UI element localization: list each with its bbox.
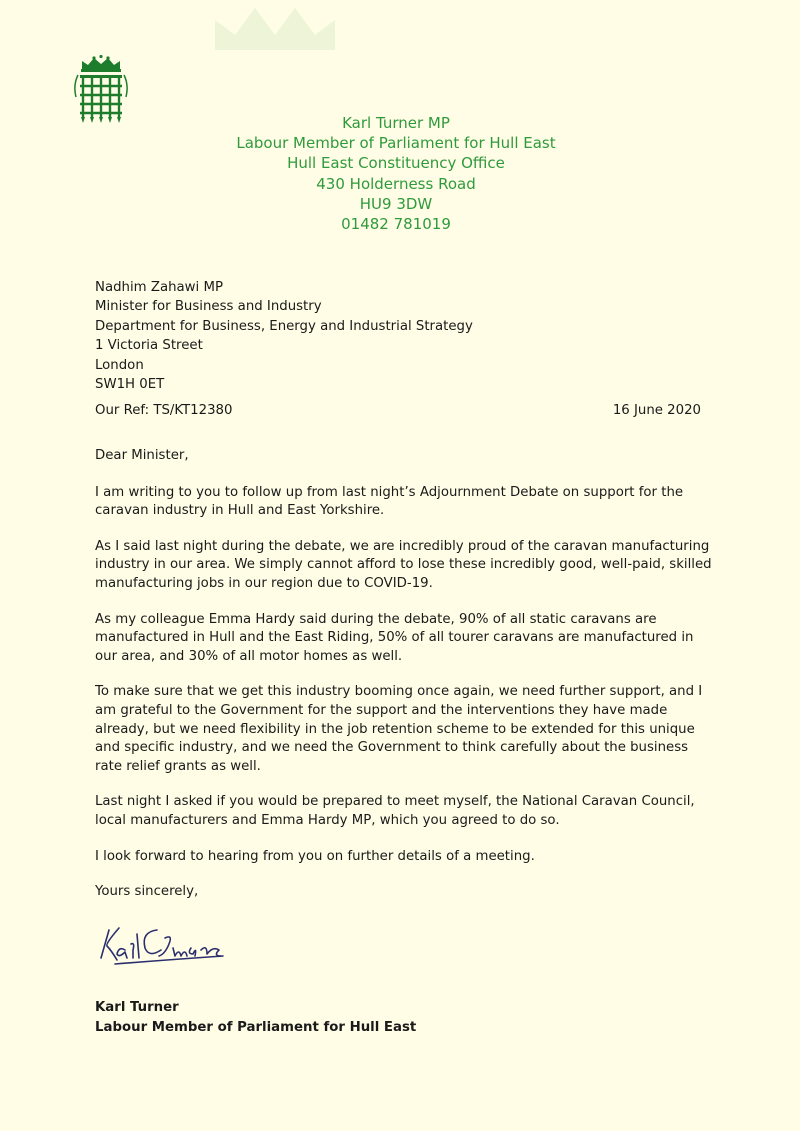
- recipient-street: 1 Victoria Street: [95, 338, 203, 354]
- paragraph-4: To make sure that we get this industry booming once again, we need further support, and I am grateful to the Government for the support and the interventions they have made already, but we need flexibility in the job retention scheme to be extended for this unique and specific industry, and we need the Government to think carefully about the business rate relief grants as well.: [95, 684, 703, 774]
- sender-street: 430 Holderness Road: [316, 174, 476, 193]
- signatory-name: Karl Turner: [95, 1000, 179, 1015]
- salutation: Dear Minister,: [95, 448, 189, 463]
- paragraph-6: I look forward to hearing from you on further details of a meeting.: [95, 848, 535, 864]
- letter-date: 16 June 2020: [612, 403, 701, 418]
- sender-postcode: HU9 3DW: [359, 194, 433, 213]
- letter-body: [95, 447, 715, 919]
- recipient-department: Department for Business, Energy and Industrial Strategy: [95, 318, 473, 334]
- sender-phone: 01482 781019: [341, 215, 451, 234]
- sender-office: Hull East Constituency Office: [287, 154, 505, 173]
- recipient-postcode: SW1H 0ET: [95, 377, 165, 393]
- paragraph-3: As my colleague Emma Hardy said during the debate, 90% of all static caravans are manufactured in Hull and the East Riding, 50% of all tourer caravans are manufactured in our area, and 30% of all motor homes as well.: [95, 611, 694, 664]
- signature-icon: [95, 920, 230, 970]
- recipient-address: [95, 278, 473, 394]
- paragraph-2: As I said last night during the debate, we are incredibly proud of the caravan manufacturing industry in our area. We simply cannot afford to lose these incredibly good, well-paid, skilled manufacturing jobs in our region due to COVID-19.: [95, 538, 712, 591]
- sender-name: Karl Turner MP: [342, 114, 450, 132]
- sender-role: Labour Member of Parliament for Hull East: [236, 134, 556, 153]
- our-reference: Our Ref: TS/KT12380: [95, 403, 233, 418]
- crown-watermark-icon: [205, 0, 345, 55]
- letterhead: [0, 113, 800, 234]
- recipient-name: Nadhim Zahawi MP: [95, 280, 223, 295]
- recipient-title: Minister for Business and Industry: [95, 299, 322, 315]
- closing: Yours sincerely,: [95, 884, 199, 900]
- signatory-role: Labour Member of Parliament for Hull East: [95, 1019, 417, 1035]
- paragraph-1: I am writing to you to follow up from last night’s Adjournment Debate on support for the caravan industry in Hull and East Yorkshire.: [95, 484, 684, 519]
- paragraph-5: Last night I asked if you would be prepared to meet myself, the National Caravan Council, local manufacturers and Emma Hardy MP, which you agreed to do so.: [95, 794, 695, 828]
- sign-off: [95, 998, 416, 1037]
- recipient-city: London: [95, 357, 144, 373]
